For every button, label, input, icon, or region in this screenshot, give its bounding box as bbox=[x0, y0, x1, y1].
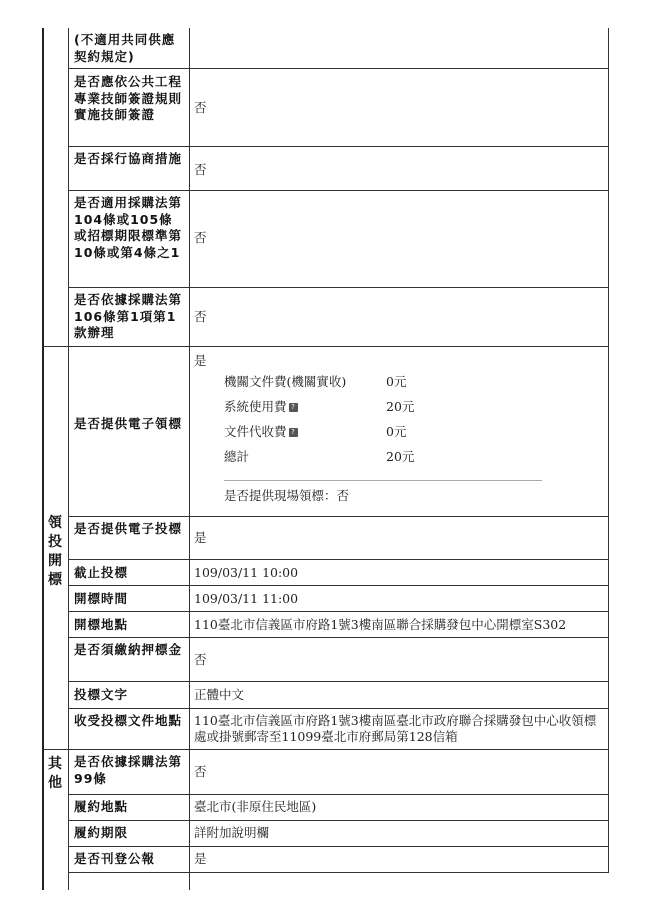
field-value: 否 bbox=[194, 100, 207, 115]
question-icon[interactable]: ? bbox=[289, 428, 298, 437]
row-divider bbox=[68, 585, 609, 586]
row-divider bbox=[68, 146, 609, 147]
field-label: 是否依據採購法第99條 bbox=[74, 754, 183, 786]
section-char: 標 bbox=[48, 572, 62, 588]
field-value: 正體中文 bbox=[194, 687, 245, 702]
field-value: 否 bbox=[194, 230, 207, 245]
fee-amount: 0元 bbox=[386, 374, 407, 389]
row-divider bbox=[68, 820, 609, 821]
field-label: 收受投標文件地點 bbox=[74, 713, 183, 728]
field-value: 臺北市(非原住民地區) bbox=[194, 799, 317, 814]
row-divider bbox=[68, 190, 609, 191]
section-char: 開 bbox=[48, 553, 62, 569]
label-column-divider bbox=[189, 28, 190, 890]
fee-amount: 20元 bbox=[386, 449, 415, 464]
field-value: 是 bbox=[194, 353, 207, 368]
field-value: 是 bbox=[194, 530, 207, 545]
fee-name: 總計 bbox=[224, 449, 250, 464]
field-label: 是否須繳納押標金 bbox=[74, 642, 183, 657]
field-label: 截止投標 bbox=[74, 565, 129, 580]
field-label: 開標時間 bbox=[74, 591, 129, 606]
section-other-header bbox=[45, 755, 65, 793]
field-value: 詳附加說明欄 bbox=[194, 825, 270, 840]
fee-name-row bbox=[224, 399, 298, 415]
fee-name-row bbox=[224, 424, 298, 440]
field-value: 109/03/11 10:00 bbox=[194, 565, 299, 580]
field-label: (不適用共同供應契約規定) bbox=[74, 32, 176, 64]
fee-name: 文件代收費 bbox=[224, 424, 287, 439]
row-divider bbox=[68, 681, 609, 682]
field-value: 110臺北市信義區市府路1號3樓南區臺北市政府聯合採購發包中心收領標處或掛號郵寄至11099臺北市府郵局第128信箱 bbox=[194, 713, 597, 744]
field-label: 是否應依公共工程專業技師簽證規則實施技師簽證 bbox=[74, 74, 183, 122]
field-value: 否 bbox=[194, 309, 207, 324]
onsite-download-note: 是否提供現場領標：否 bbox=[224, 488, 350, 503]
section-divider bbox=[42, 749, 609, 750]
field-value: 否 bbox=[194, 764, 207, 779]
section-char: 領 bbox=[48, 515, 62, 531]
table-border-left bbox=[42, 28, 44, 890]
row-divider bbox=[68, 846, 609, 847]
row-divider bbox=[68, 611, 609, 612]
section-char: 其 bbox=[48, 756, 62, 772]
field-label: 是否提供電子投標 bbox=[74, 521, 183, 536]
section-divider bbox=[42, 346, 609, 347]
field-value: 109/03/11 11:00 bbox=[194, 591, 299, 606]
question-icon[interactable]: ? bbox=[289, 403, 298, 412]
fee-amount: 20元 bbox=[386, 399, 415, 414]
row-divider bbox=[68, 708, 609, 709]
field-value: 110臺北市信義區市府路1號3樓南區聯合採購發包中心開標室S302 bbox=[194, 617, 567, 632]
row-divider bbox=[68, 794, 609, 795]
field-label: 是否採行協商措施 bbox=[74, 151, 183, 166]
row-divider bbox=[68, 68, 609, 69]
field-label: 是否刊登公報 bbox=[74, 851, 156, 866]
field-label: 履約期限 bbox=[74, 825, 129, 840]
field-value: 否 bbox=[194, 162, 207, 177]
field-label: 是否適用採購法第104條或105條或招標期限標準第10條或第4條之1 bbox=[74, 195, 183, 260]
row-divider bbox=[68, 872, 609, 873]
fee-name: 機關文件費(機關實收) bbox=[224, 374, 347, 389]
section-column-divider bbox=[68, 28, 69, 890]
field-value: 是 bbox=[194, 851, 207, 866]
section-tender-header bbox=[45, 514, 65, 590]
fee-name: 系統使用費 bbox=[224, 399, 287, 414]
field-label: 投標文字 bbox=[74, 687, 129, 702]
section-char: 他 bbox=[48, 775, 62, 791]
field-label: 開標地點 bbox=[74, 617, 129, 632]
field-label: 是否提供電子領標 bbox=[74, 416, 183, 431]
row-divider bbox=[68, 559, 609, 560]
section-char: 投 bbox=[48, 534, 62, 550]
row-divider bbox=[68, 637, 609, 638]
row-divider bbox=[68, 287, 609, 288]
field-value: 否 bbox=[194, 652, 207, 667]
table-border-right bbox=[608, 28, 609, 873]
field-label: 履約地點 bbox=[74, 799, 129, 814]
field-label: 是否依據採購法第106條第1項第1款辦理 bbox=[74, 292, 183, 340]
fee-amount: 0元 bbox=[386, 424, 407, 439]
fee-separator bbox=[224, 480, 542, 481]
row-divider bbox=[68, 516, 609, 517]
